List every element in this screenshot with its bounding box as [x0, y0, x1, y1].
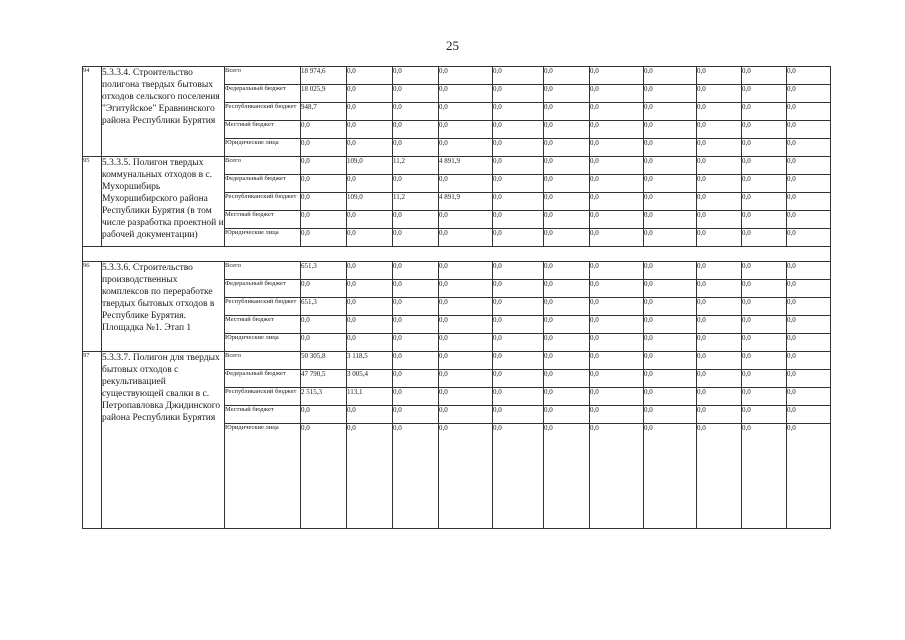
value-cell: 0,0 [742, 334, 787, 352]
value-cell: 0,0 [787, 280, 831, 298]
value-cell: 0,0 [493, 370, 544, 388]
value-cell: 0,0 [697, 262, 742, 280]
value-cell: 0,0 [493, 67, 544, 85]
value-cell: 0,0 [742, 406, 787, 424]
value-cell: 0,0 [742, 370, 787, 388]
value-cell: 0,0 [644, 370, 697, 388]
value-cell: 0,0 [590, 121, 644, 139]
value-cell: 0,0 [697, 157, 742, 175]
funding-source: Республиканский бюджет [225, 103, 301, 121]
value-cell: 0,0 [544, 388, 590, 406]
value-cell: 0,0 [439, 334, 493, 352]
measure-name: 5.3.3.4. Строительство полигона твердых бытовых отходов сельского поселения "Эгитуйское" Еравнинского района Республики Бурятия [102, 67, 225, 157]
value-cell: 0,0 [347, 334, 393, 352]
value-cell: 0,0 [697, 211, 742, 229]
value-cell: 0,0 [544, 103, 590, 121]
value-cell: 11,2 [393, 157, 439, 175]
value-cell: 0,0 [697, 406, 742, 424]
value-cell: 0,0 [493, 103, 544, 121]
value-cell: 0,0 [439, 67, 493, 85]
value-cell: 0,0 [301, 175, 347, 193]
value-cell: 113,1 [347, 388, 393, 406]
value-cell: 0,0 [697, 388, 742, 406]
value-cell: 0,0 [393, 388, 439, 406]
value-cell: 0,0 [439, 103, 493, 121]
funding-source: Федеральный бюджет [225, 370, 301, 388]
value-cell: 18 974,6 [301, 67, 347, 85]
value-cell: 0,0 [347, 316, 393, 334]
value-cell: 0,0 [439, 424, 493, 529]
value-cell: 0,0 [439, 370, 493, 388]
value-cell: 0,0 [787, 103, 831, 121]
value-cell: 0,0 [544, 193, 590, 211]
value-cell: 0,0 [590, 280, 644, 298]
value-cell: 0,0 [644, 193, 697, 211]
value-cell: 0,0 [742, 121, 787, 139]
funding-source: Местный бюджет [225, 316, 301, 334]
value-cell: 0,0 [787, 298, 831, 316]
value-cell: 0,0 [493, 316, 544, 334]
value-cell: 0,0 [742, 157, 787, 175]
value-cell: 0,0 [742, 211, 787, 229]
value-cell: 0,0 [393, 139, 439, 157]
value-cell: 0,0 [493, 121, 544, 139]
value-cell: 0,0 [644, 334, 697, 352]
value-cell: 0,0 [301, 157, 347, 175]
value-cell: 0,0 [393, 316, 439, 334]
value-cell: 0,0 [742, 298, 787, 316]
value-cell: 0,0 [544, 67, 590, 85]
value-cell: 0,0 [301, 334, 347, 352]
value-cell: 0,0 [787, 388, 831, 406]
value-cell: 0,0 [493, 175, 544, 193]
value-cell: 0,0 [544, 334, 590, 352]
measure-name: 5.3.3.6. Строительство производственных комплексов по переработке твердых бытовых отходов в Республике Бурятия. Площадка №1. Этап 1 [102, 262, 225, 352]
value-cell: 0,0 [590, 175, 644, 193]
value-cell: 0,0 [347, 211, 393, 229]
value-cell: 0,0 [439, 85, 493, 103]
budget-table [82, 66, 831, 529]
funding-source: Всего [225, 157, 301, 175]
row-number: 97 [83, 352, 102, 529]
value-cell: 0,0 [644, 139, 697, 157]
value-cell: 0,0 [590, 211, 644, 229]
value-cell: 0,0 [439, 352, 493, 370]
value-cell: 0,0 [301, 193, 347, 211]
value-cell: 0,0 [787, 193, 831, 211]
value-cell: 0,0 [644, 352, 697, 370]
value-cell: 0,0 [301, 139, 347, 157]
value-cell: 0,0 [544, 262, 590, 280]
value-cell: 0,0 [742, 424, 787, 529]
value-cell: 0,0 [590, 67, 644, 85]
value-cell: 0,0 [590, 298, 644, 316]
value-cell: 0,0 [439, 121, 493, 139]
value-cell: 0,0 [544, 352, 590, 370]
value-cell: 0,0 [544, 316, 590, 334]
value-cell: 0,0 [493, 406, 544, 424]
value-cell: 0,0 [347, 229, 393, 247]
value-cell: 0,0 [493, 334, 544, 352]
value-cell: 0,0 [590, 229, 644, 247]
value-cell: 0,0 [347, 121, 393, 139]
value-cell: 0,0 [393, 229, 439, 247]
value-cell: 0,0 [544, 121, 590, 139]
value-cell: 0,0 [493, 352, 544, 370]
value-cell: 0,0 [493, 424, 544, 529]
value-cell: 0,0 [787, 175, 831, 193]
value-cell: 0,0 [697, 67, 742, 85]
table-body [83, 67, 831, 529]
value-cell: 0,0 [742, 175, 787, 193]
funding-source: Республиканский бюджет [225, 388, 301, 406]
value-cell: 0,0 [590, 370, 644, 388]
value-cell: 0,0 [697, 352, 742, 370]
value-cell: 0,0 [493, 298, 544, 316]
funding-source: Федеральный бюджет [225, 175, 301, 193]
value-cell: 0,0 [493, 139, 544, 157]
value-cell: 0,0 [644, 229, 697, 247]
value-cell: 0,0 [742, 262, 787, 280]
value-cell: 0,0 [742, 193, 787, 211]
value-cell: 0,0 [544, 298, 590, 316]
value-cell: 0,0 [493, 85, 544, 103]
value-cell: 0,0 [697, 424, 742, 529]
value-cell: 0,0 [787, 121, 831, 139]
value-cell: 0,0 [544, 175, 590, 193]
value-cell: 0,0 [544, 229, 590, 247]
funding-source: Местный бюджет [225, 211, 301, 229]
value-cell: 0,0 [301, 316, 347, 334]
value-cell: 0,0 [644, 424, 697, 529]
value-cell: 0,0 [347, 262, 393, 280]
value-cell: 0,0 [697, 175, 742, 193]
value-cell: 0,0 [544, 280, 590, 298]
value-cell: 0,0 [439, 406, 493, 424]
value-cell: 0,0 [347, 298, 393, 316]
value-cell: 0,0 [393, 85, 439, 103]
value-cell: 0,0 [697, 139, 742, 157]
spacer-cell [83, 247, 831, 262]
value-cell: 0,0 [787, 334, 831, 352]
funding-source: Всего [225, 352, 301, 370]
value-cell: 0,0 [742, 85, 787, 103]
value-cell: 0,0 [393, 334, 439, 352]
funding-source: Республиканский бюджет [225, 193, 301, 211]
value-cell: 0,0 [393, 352, 439, 370]
value-cell: 0,0 [590, 316, 644, 334]
value-cell: 0,0 [493, 211, 544, 229]
value-cell: 0,0 [787, 139, 831, 157]
value-cell: 0,0 [347, 139, 393, 157]
value-cell: 0,0 [644, 316, 697, 334]
value-cell: 0,0 [590, 334, 644, 352]
value-cell: 0,0 [439, 280, 493, 298]
value-cell: 0,0 [644, 103, 697, 121]
value-cell: 0,0 [697, 229, 742, 247]
value-cell: 0,0 [347, 280, 393, 298]
value-cell: 0,0 [644, 85, 697, 103]
value-cell: 0,0 [439, 211, 493, 229]
table-row [83, 352, 831, 370]
value-cell: 109,0 [347, 157, 393, 175]
value-cell: 0,0 [742, 316, 787, 334]
table-row [83, 67, 831, 85]
funding-source: Юридические лица [225, 139, 301, 157]
value-cell: 109,0 [347, 193, 393, 211]
value-cell: 0,0 [544, 139, 590, 157]
funding-source: Республиканский бюджет [225, 298, 301, 316]
value-cell: 0,0 [644, 406, 697, 424]
value-cell: 0,0 [590, 262, 644, 280]
funding-source: Местный бюджет [225, 121, 301, 139]
value-cell: 0,0 [697, 121, 742, 139]
value-cell: 47 790,5 [301, 370, 347, 388]
value-cell: 0,0 [590, 424, 644, 529]
value-cell: 0,0 [697, 103, 742, 121]
value-cell: 0,0 [644, 211, 697, 229]
value-cell: 0,0 [544, 406, 590, 424]
value-cell: 0,0 [787, 229, 831, 247]
value-cell: 0,0 [644, 388, 697, 406]
value-cell: 0,0 [590, 157, 644, 175]
value-cell: 4 891,9 [439, 193, 493, 211]
value-cell: 0,0 [697, 85, 742, 103]
value-cell: 0,0 [787, 352, 831, 370]
funding-source: Всего [225, 67, 301, 85]
value-cell: 0,0 [590, 193, 644, 211]
value-cell: 0,0 [493, 388, 544, 406]
value-cell: 0,0 [742, 280, 787, 298]
value-cell: 0,0 [787, 85, 831, 103]
value-cell: 0,0 [347, 67, 393, 85]
value-cell: 0,0 [742, 67, 787, 85]
value-cell: 0,0 [347, 424, 393, 529]
value-cell: 0,0 [393, 121, 439, 139]
value-cell: 0,0 [393, 211, 439, 229]
value-cell: 0,0 [697, 370, 742, 388]
value-cell: 0,0 [439, 388, 493, 406]
value-cell: 0,0 [590, 85, 644, 103]
value-cell: 0,0 [644, 280, 697, 298]
value-cell: 0,0 [493, 262, 544, 280]
row-number: 95 [83, 157, 102, 247]
value-cell: 0,0 [644, 121, 697, 139]
value-cell: 948,7 [301, 103, 347, 121]
value-cell: 0,0 [393, 280, 439, 298]
measure-name: 5.3.3.7. Полигон для твердых бытовых отходов с рекультивацией существующей свалки в с. Петропавловка Джидинского района Республики Бурятия [102, 352, 225, 529]
value-cell: 0,0 [439, 316, 493, 334]
value-cell: 0,0 [347, 406, 393, 424]
value-cell: 0,0 [787, 262, 831, 280]
value-cell: 0,0 [590, 103, 644, 121]
table-row [83, 262, 831, 280]
value-cell: 11,2 [393, 193, 439, 211]
value-cell: 50 305,8 [301, 352, 347, 370]
value-cell: 0,0 [439, 229, 493, 247]
value-cell: 0,0 [697, 316, 742, 334]
value-cell: 0,0 [393, 298, 439, 316]
value-cell: 0,0 [393, 262, 439, 280]
funding-source: Юридические лица [225, 424, 301, 529]
value-cell: 3 118,5 [347, 352, 393, 370]
value-cell: 0,0 [644, 262, 697, 280]
value-cell: 0,0 [347, 175, 393, 193]
funding-source: Юридические лица [225, 334, 301, 352]
table-row [83, 157, 831, 175]
value-cell: 18 025,9 [301, 85, 347, 103]
value-cell: 2 515,3 [301, 388, 347, 406]
row-number: 96 [83, 262, 102, 352]
value-cell: 0,0 [742, 229, 787, 247]
value-cell: 0,0 [439, 175, 493, 193]
value-cell: 0,0 [347, 85, 393, 103]
value-cell: 0,0 [493, 229, 544, 247]
value-cell: 651,3 [301, 262, 347, 280]
value-cell: 0,0 [697, 298, 742, 316]
value-cell: 0,0 [787, 316, 831, 334]
value-cell: 0,0 [439, 298, 493, 316]
funding-source: Местный бюджет [225, 406, 301, 424]
value-cell: 0,0 [301, 211, 347, 229]
value-cell: 0,0 [301, 280, 347, 298]
value-cell: 0,0 [590, 406, 644, 424]
value-cell: 0,0 [301, 424, 347, 529]
value-cell: 651,3 [301, 298, 347, 316]
value-cell: 0,0 [787, 370, 831, 388]
value-cell: 0,0 [644, 175, 697, 193]
value-cell: 0,0 [544, 424, 590, 529]
value-cell: 0,0 [742, 103, 787, 121]
measure-name: 5.3.3.5. Полигон твердых коммунальных отходов в с. Мухоршибирь Мухоршибирского района Республики Бурятия (в том числе разработка проектной и рабочей документации) [102, 157, 225, 247]
value-cell: 0,0 [787, 67, 831, 85]
value-cell: 0,0 [393, 103, 439, 121]
value-cell: 0,0 [493, 280, 544, 298]
value-cell: 0,0 [544, 370, 590, 388]
value-cell: 0,0 [393, 424, 439, 529]
value-cell: 0,0 [742, 388, 787, 406]
value-cell: 0,0 [644, 67, 697, 85]
value-cell: 0,0 [493, 157, 544, 175]
value-cell: 0,0 [301, 121, 347, 139]
funding-source: Федеральный бюджет [225, 280, 301, 298]
value-cell: 0,0 [393, 175, 439, 193]
value-cell: 0,0 [393, 406, 439, 424]
value-cell: 0,0 [590, 139, 644, 157]
funding-source: Федеральный бюджет [225, 85, 301, 103]
value-cell: 0,0 [742, 139, 787, 157]
value-cell: 0,0 [393, 370, 439, 388]
value-cell: 0,0 [787, 157, 831, 175]
value-cell: 0,0 [742, 352, 787, 370]
value-cell: 0,0 [544, 211, 590, 229]
value-cell: 0,0 [493, 193, 544, 211]
value-cell: 0,0 [590, 352, 644, 370]
value-cell: 0,0 [697, 193, 742, 211]
value-cell: 0,0 [544, 85, 590, 103]
value-cell: 0,0 [787, 211, 831, 229]
page-number: 25 [446, 38, 459, 53]
value-cell: 0,0 [644, 157, 697, 175]
value-cell: 0,0 [544, 157, 590, 175]
funding-source: Юридические лица [225, 229, 301, 247]
value-cell: 0,0 [697, 280, 742, 298]
value-cell: 0,0 [439, 262, 493, 280]
value-cell: 0,0 [787, 406, 831, 424]
spacer-row [83, 247, 831, 262]
value-cell: 0,0 [301, 406, 347, 424]
value-cell: 4 891,9 [439, 157, 493, 175]
funding-source: Всего [225, 262, 301, 280]
value-cell: 0,0 [787, 424, 831, 529]
value-cell: 0,0 [590, 388, 644, 406]
value-cell: 0,0 [644, 298, 697, 316]
value-cell: 0,0 [301, 229, 347, 247]
value-cell: 0,0 [439, 139, 493, 157]
value-cell: 0,0 [347, 103, 393, 121]
value-cell: 0,0 [393, 67, 439, 85]
row-number: 94 [83, 67, 102, 157]
value-cell: 3 005,4 [347, 370, 393, 388]
value-cell: 0,0 [697, 334, 742, 352]
